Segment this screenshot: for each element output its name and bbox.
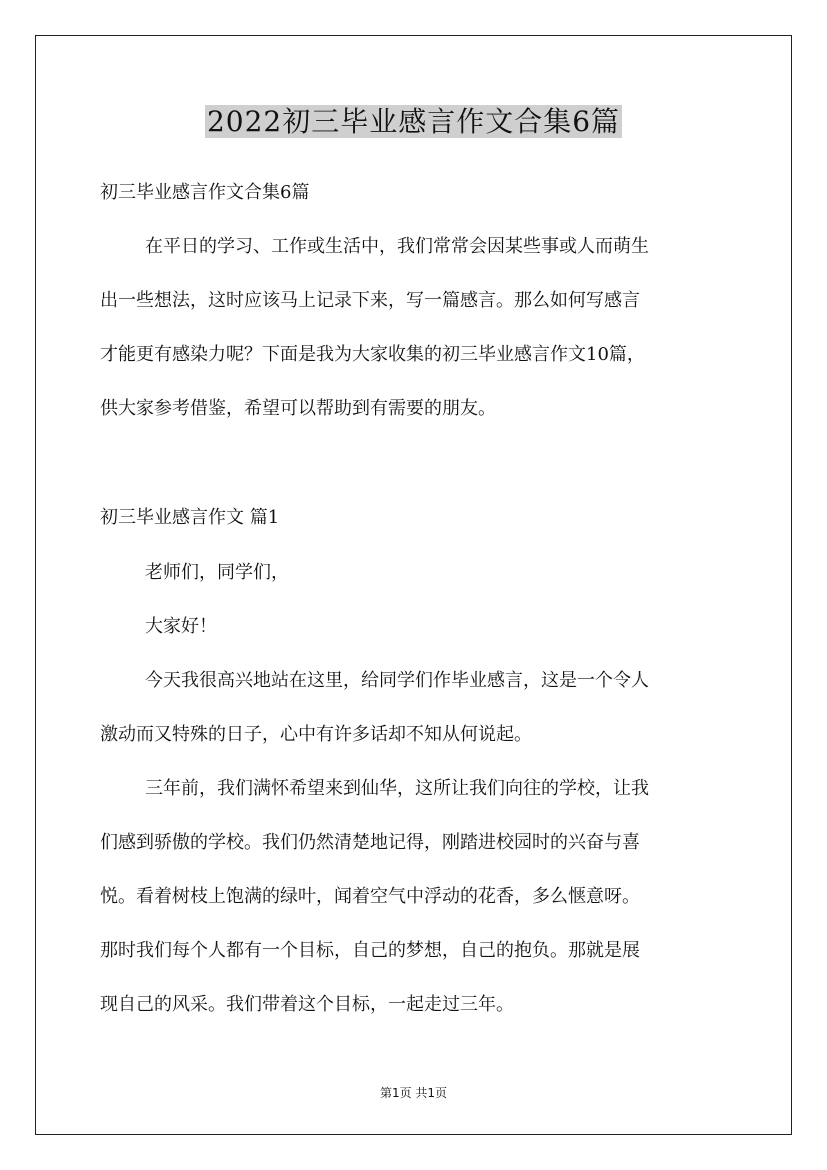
paragraph-line: 悦。看着树枝上饱满的绿叶，闻着空气中浮动的花香，多么惬意呀。 xyxy=(100,886,640,907)
paragraph-line: 今天我很高兴地站在这里，给同学们作毕业感言，这是一个令人 xyxy=(145,670,649,691)
page-footer: 第1页 共1页 xyxy=(379,1086,448,1100)
subtitle: 初三毕业感言作文合集6篇 xyxy=(100,182,310,203)
greeting-line: 大家好！ xyxy=(145,616,217,637)
document-title xyxy=(0,100,827,144)
intro-line: 供大家参考借鉴，希望可以帮助到有需要的朋友。 xyxy=(100,398,496,419)
paragraph-line: 们感到骄傲的学校。我们仍然清楚地记得，刚踏进校园时的兴奋与喜 xyxy=(100,832,640,853)
intro-line: 出一些想法，这时应该马上记录下来，写一篇感言。那么如何写感言 xyxy=(100,290,640,311)
intro-line: 在平日的学习、工作或生活中，我们常常会因某些事或人而萌生 xyxy=(145,236,649,257)
greeting-line: 老师们，同学们， xyxy=(145,562,289,583)
paragraph-line: 现自己的风采。我们带着这个目标，一起走过三年。 xyxy=(100,994,514,1015)
intro-line: 才能更有感染力呢？下面是我为大家收集的初三毕业感言作文10篇， xyxy=(100,344,645,365)
paragraph-line: 激动而又特殊的日子，心中有许多话却不知从何说起。 xyxy=(100,724,532,745)
document-title-text: 2022初三毕业感言作文合集6篇 xyxy=(206,105,621,138)
paragraph-line: 那时我们每个人都有一个目标，自己的梦想，自己的抱负。那就是展 xyxy=(100,940,640,961)
paragraph-line: 三年前，我们满怀希望来到仙华，这所让我们向往的学校，让我 xyxy=(145,778,649,799)
section-heading: 初三毕业感言作文 篇1 xyxy=(100,507,280,528)
